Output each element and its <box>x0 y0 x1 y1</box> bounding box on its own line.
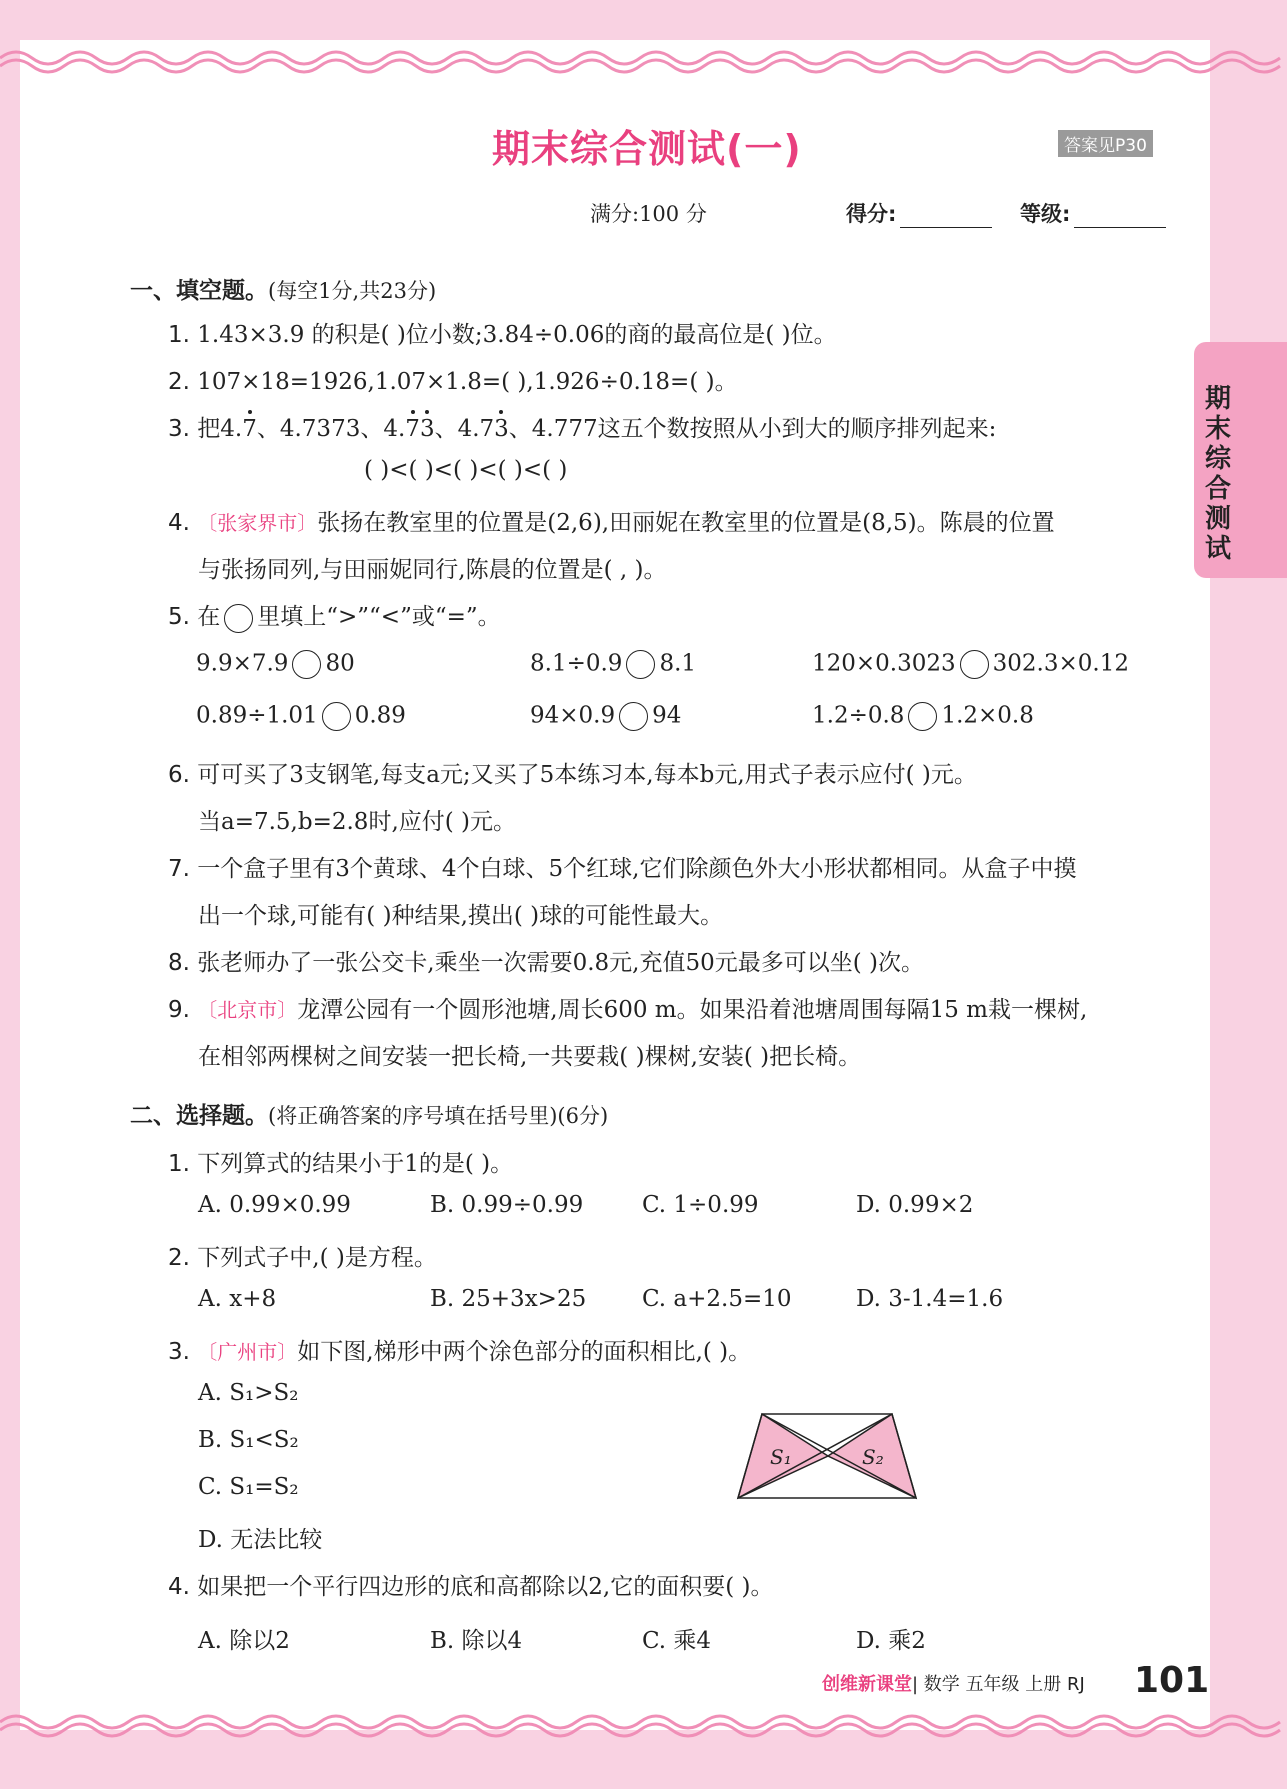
question-text: 如下图,梯形中两个涂色部分的面积相比,( )。 <box>297 1339 752 1365</box>
trapezoid-diagram <box>736 1408 918 1500</box>
grade-field[interactable] <box>1020 198 1166 228</box>
question-number: 7. <box>168 856 190 882</box>
region-tag: 〔张家界市〕 <box>197 511 318 535</box>
question-number: 3. <box>168 416 190 442</box>
section-choice <box>130 1097 608 1130</box>
side-tab-label: 期末综合测试 <box>1204 384 1231 564</box>
compare-circle[interactable] <box>908 702 937 731</box>
question-suffix: 这五个数按照从小到大的顺序排列起来: <box>597 416 997 442</box>
bottom-wave-border <box>0 1700 1287 1760</box>
repeating-dot: 7 <box>242 416 257 442</box>
question-8 <box>168 944 924 977</box>
compare-circle[interactable] <box>960 650 989 679</box>
compare-item[interactable]: 9.9×7.9 80 <box>196 650 355 679</box>
option[interactable]: C. S₁=S₂ <box>198 1474 299 1500</box>
option[interactable]: B. 0.99÷0.99 <box>430 1192 584 1218</box>
question-number: 9. <box>168 997 190 1023</box>
top-wave-border <box>0 36 1287 96</box>
label-s1: S₁ <box>770 1445 792 1469</box>
option[interactable]: A. S₁>S₂ <box>198 1380 299 1406</box>
option[interactable]: C. a+2.5=10 <box>642 1286 792 1312</box>
option[interactable]: D. 无法比较 <box>198 1527 323 1553</box>
choice-1 <box>168 1145 513 1178</box>
footer-brand: 创维新课堂 <box>822 1674 912 1695</box>
question-9 <box>168 991 1087 1024</box>
compare-circle[interactable] <box>322 702 351 731</box>
question-number: 4. <box>168 1574 190 1600</box>
question-text: 下列式子中,( )是方程。 <box>197 1245 437 1271</box>
question-number: 3. <box>168 1339 190 1365</box>
compare-item[interactable]: 94×0.9 94 <box>530 702 681 731</box>
option[interactable]: A. 0.99×0.99 <box>198 1192 351 1218</box>
number-item: 4.7 <box>220 416 257 442</box>
question-text: 张扬在教室里的位置是(2,6),田丽妮在教室里的位置是(8,5)。陈晨的位置 <box>317 510 1055 536</box>
option[interactable]: B. 25+3x>25 <box>430 1286 587 1312</box>
option[interactable]: C. 1÷0.99 <box>642 1192 759 1218</box>
question-number: 8. <box>168 950 190 976</box>
option[interactable]: D. 3-1.4=1.6 <box>856 1286 1004 1312</box>
label-s2: S₂ <box>862 1445 884 1469</box>
footer-info: | 数学 五年级 上册 RJ <box>912 1674 1085 1695</box>
question-5 <box>168 598 501 633</box>
choice-3 <box>168 1333 751 1366</box>
question-3-blanks[interactable]: ( )<( )<( )<( )<( ) <box>364 457 568 483</box>
question-1 <box>168 316 837 349</box>
question-4-line-2: 与张扬同列,与田丽妮同行,陈晨的位置是( , )。 <box>198 557 667 583</box>
question-text: 如果把一个平行四边形的底和高都除以2,它的面积要( )。 <box>197 1574 774 1600</box>
question-number: 1. <box>168 1151 190 1177</box>
repeating-dot: 7 <box>405 416 420 442</box>
question-prefix: 把 <box>197 416 221 442</box>
option[interactable]: A. x+8 <box>198 1286 277 1312</box>
question-prefix: 在 <box>197 604 221 630</box>
question-3: 3. 把4.7、4.7373、4.73、4.73、4.777这五个数按照从小到大的顺序排列起来: <box>168 416 997 442</box>
region-tag: 〔广州市〕 <box>197 1340 298 1364</box>
question-7 <box>168 850 1076 883</box>
option[interactable]: D. 乘2 <box>856 1628 926 1654</box>
choice-4 <box>168 1568 773 1601</box>
compare-item[interactable]: 1.2÷0.8 1.2×0.8 <box>812 702 1034 731</box>
score-label: 得分: <box>846 202 897 226</box>
full-score: 满分:100 分 <box>590 202 707 226</box>
number-item: 4.777 <box>531 416 598 442</box>
section-title: 一、填空题。 <box>130 278 268 304</box>
question-text: 1.43×3.9 的积是( )位小数;3.84÷0.06的商的最高位是( )位。 <box>197 322 837 348</box>
question-number: 1. <box>168 322 190 348</box>
compare-circle[interactable] <box>619 702 648 731</box>
question-2 <box>168 363 738 396</box>
question-text: 107×18=1926,1.07×1.8=( ),1.926÷0.18=( )。 <box>197 369 738 395</box>
question-number: 2. <box>168 369 190 395</box>
question-text: 龙潭公园有一个圆形池塘,周长600 m。如果沿着池塘周围每隔15 m栽一棵树, <box>297 997 1088 1023</box>
question-text: 一个盒子里有3个黄球、4个白球、5个红球,它们除颜色外大小形状都相同。从盒子中摸 <box>197 856 1077 882</box>
grade-label: 等级: <box>1020 202 1071 226</box>
question-6-line-2: 当a=7.5,b=2.8时,应付( )元。 <box>198 809 517 835</box>
compare-item[interactable]: 120×0.3023 302.3×0.12 <box>812 650 1129 679</box>
option[interactable]: A. 除以2 <box>198 1628 290 1654</box>
compare-item[interactable]: 0.89÷1.01 0.89 <box>196 702 406 731</box>
section-note: (每空1分,共23分) <box>268 279 437 303</box>
question-7-line-2: 出一个球,可能有( )种结果,摸出( )球的可能性最大。 <box>198 903 724 929</box>
choice-2 <box>168 1239 437 1272</box>
compare-circle[interactable] <box>292 650 321 679</box>
compare-item[interactable]: 8.1÷0.9 8.1 <box>530 650 696 679</box>
question-text: 张老师办了一张公交卡,乘坐一次需要0.8元,充值50元最多可以坐( )次。 <box>197 950 924 976</box>
question-number: 5. <box>168 604 190 630</box>
repeating-dot: 3 <box>419 416 435 442</box>
answer-reference-badge: 答案见P30 <box>1058 130 1153 157</box>
option[interactable]: C. 乘4 <box>642 1628 712 1654</box>
question-text: 下列算式的结果小于1的是( )。 <box>197 1151 514 1177</box>
score-field[interactable] <box>846 198 992 228</box>
grade-blank[interactable] <box>1074 207 1166 228</box>
repeating-dot: 3 <box>494 416 509 442</box>
number-item: 4.73 <box>457 416 509 442</box>
number-item: 4.7373 <box>279 416 361 442</box>
question-4 <box>168 504 1055 537</box>
question-9-line-2: 在相邻两棵树之间安装一把长椅,一共要栽( )棵树,安装( )把长椅。 <box>198 1044 862 1070</box>
question-6 <box>168 756 977 789</box>
option[interactable]: B. 除以4 <box>430 1628 523 1654</box>
option[interactable]: D. 0.99×2 <box>856 1192 974 1218</box>
section-fill-in <box>130 272 436 305</box>
section-title: 二、选择题。 <box>130 1103 268 1129</box>
section-note: (将正确答案的序号填在括号里)(6分) <box>268 1104 609 1128</box>
compare-circle[interactable] <box>626 650 655 679</box>
question-text: 可可买了3支钢笔,每支a元;又买了5本练习本,每本b元,用式子表示应付( )元。 <box>197 762 977 788</box>
circle-icon <box>224 604 253 633</box>
page-title: 期末综合测试(一) <box>492 127 802 171</box>
page-number: 101 <box>1134 1660 1210 1701</box>
region-tag: 〔北京市〕 <box>197 998 298 1022</box>
option[interactable]: B. S₁<S₂ <box>198 1427 299 1453</box>
question-number: 2. <box>168 1245 190 1271</box>
number-item: 4.73 <box>383 416 435 442</box>
footer <box>822 1670 1085 1696</box>
question-number: 6. <box>168 762 190 788</box>
question-number: 4. <box>168 510 190 536</box>
question-suffix: 里填上“>”“<”或“=”。 <box>257 604 501 630</box>
score-blank[interactable] <box>900 207 992 228</box>
